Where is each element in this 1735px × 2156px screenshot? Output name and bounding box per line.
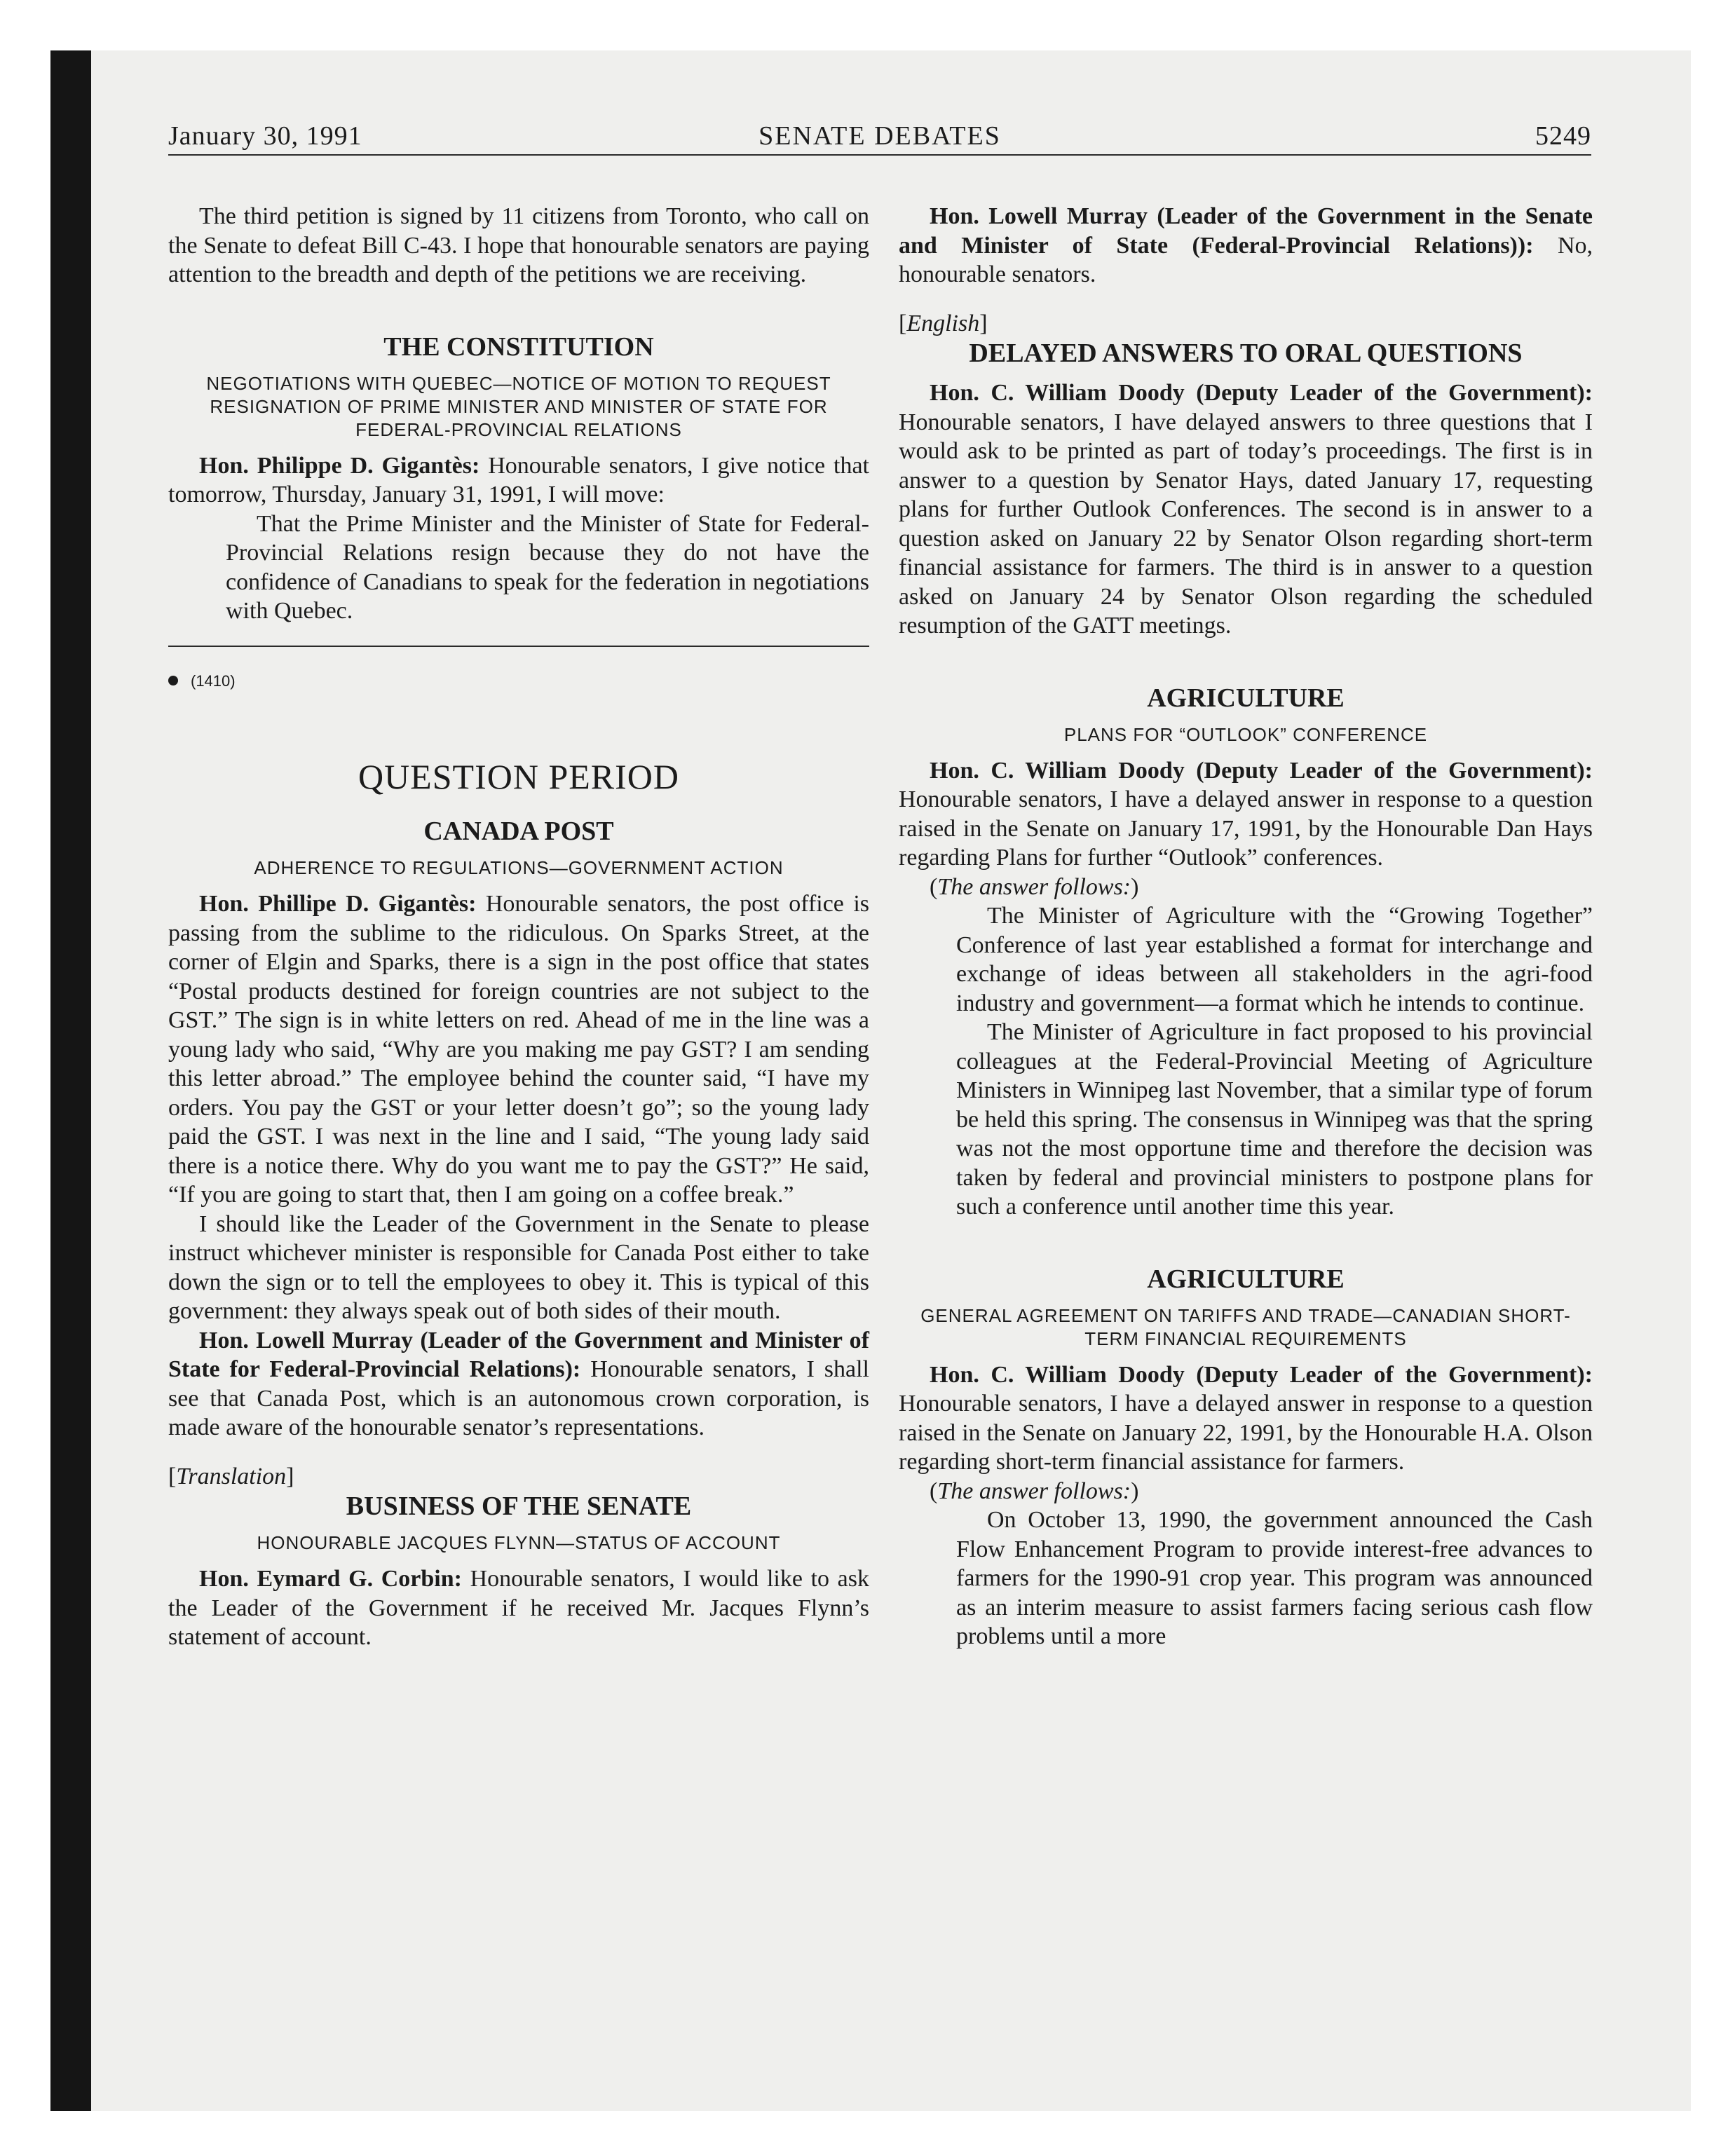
subheading-gatt: GENERAL AGREEMENT ON TARIFFS AND TRADE—CANADIAN SHORT-TERM FINANCIAL REQUIREMENTS <box>920 1304 1571 1349</box>
doody-outlook-paragraph <box>899 756 1593 873</box>
speech-text: Honourable senators, I shall see that Canada Post, which is an autonomous crown corporation, is made aware of the honourable senator’s representations. <box>168 1356 869 1440</box>
speaker-name: Hon. Philippe D. Gigantès: <box>199 452 480 479</box>
language-label: Translation <box>176 1463 287 1489</box>
speaker-name: Hon. Phillipe D. Gigantès: <box>199 891 477 917</box>
petition-paragraph: The third petition is signed by 11 citizens from Toronto, who call on the Senate to defeat Bill C-43. I hope that honourable senators are paying attention to the breadth and depth of the petitions we are receiving. <box>168 203 869 287</box>
language-marker: [Translation] <box>168 1463 294 1489</box>
speech-text: Honourable senators, I would like to ask the Leader of the Government if he received Mr. Jacques Flynn’s statement of account. <box>168 1566 869 1650</box>
answer-follows-note: (The answer follows:) <box>930 1478 1139 1504</box>
language-marker: [English] <box>899 310 988 336</box>
speech-text: Honourable senators, I have delayed answers to three questions that I would ask to be printed as part of today’s proceedings. The first is in answer to a question by Senator Hays, dated January 17, requesting plans for further Outlook Conferences. The second is in answer to a question asked on January 22 by Senator Olson regarding short-term financial assistance for farmers. The third is in answer to a question asked on January 24 by Senator Olson regarding the scheduled resumption of the GATT meetings. <box>899 409 1593 639</box>
scan-binding-edge <box>50 50 91 2111</box>
speaker-name: Hon. Eymard G. Corbin: <box>199 1566 462 1592</box>
speaker-name: Hon. Lowell Murray (Leader of the Government in the Senate and Minister of State (Federal-Provincial Relations)): <box>899 203 1593 259</box>
answer-paragraph: The Minister of Agriculture with the “Growing Together” Conference of last year established a format for interchange and exchange of ideas between all stakeholders in the agri-food industry and government—a format which he intends to continue. <box>956 903 1593 1016</box>
header-title: SENATE DEBATES <box>758 121 1001 151</box>
speech-text: Honourable senators, I have a delayed answer in response to a question raised in the Senate on January 22, 1991, by the Honourable H.A. Olson regarding short-term financial assistance for farmers. <box>899 1391 1593 1475</box>
section-heading-delayed-answers: DELAYED ANSWERS TO ORAL QUESTIONS <box>969 339 1523 368</box>
header-rule <box>168 154 1591 156</box>
language-label: English <box>906 310 980 336</box>
speech-text: Honourable senators, I give notice that tomorrow, Thursday, January 31, 1991, I will move: <box>168 452 869 507</box>
section-heading-agriculture: AGRICULTURE <box>1147 683 1345 713</box>
answer-follows-label: The answer follows: <box>937 1478 1131 1504</box>
answer-paragraph: On October 13, 1990, the government announced the Cash Flow Enhancement Program to provide interest-free advances to farmers for the 1990-91 crop year. This program was announced as an interim measure to assist farmers facing serious cash flow problems until a more <box>956 1507 1593 1649</box>
bullet-icon <box>168 676 178 685</box>
right-column <box>899 202 1593 1651</box>
timestamp-text: (1410) <box>191 671 236 690</box>
speech-text: Honourable senators, I have a delayed answer in response to a question raised in the Senate on January 17, 1991, by the Honourable Dan Hays regarding Plans for further “Outlook” conferences. <box>899 786 1593 871</box>
motion-quote: That the Prime Minister and the Minister of State for Federal-Provincial Relations resign because they do not have the confidence of Canadians to speak for the federation in negotiations with Quebec. <box>226 510 869 624</box>
page-number: 5249 <box>1535 121 1591 151</box>
subheading-outlook: PLANS FOR “OUTLOOK” CONFERENCE <box>1063 723 1428 745</box>
speaker-name: Hon. C. William Doody (Deputy Leader of the Government): <box>930 1361 1593 1388</box>
subheading-constitution: NEGOTIATIONS WITH QUEBEC—NOTICE OF MOTION TO REQUEST RESIGNATION OF PRIME MINISTER AND MINISTER OF STATE FOR FEDERAL-PROVINCIAL RELATIONS <box>206 372 831 440</box>
answer-follows-label: The answer follows: <box>937 873 1131 900</box>
answer-follows-note: (The answer follows:) <box>930 873 1139 900</box>
doody-intro-paragraph <box>899 378 1593 641</box>
speaker-name: Hon. C. William Doody (Deputy Leader of the Government): <box>930 757 1593 784</box>
speaker-name: Hon. C. William Doody (Deputy Leader of the Government): <box>930 380 1593 406</box>
left-column <box>168 202 869 1652</box>
speaker-name: Hon. Lowell Murray (Leader of the Government and Minister of State for Federal-Provincial Relations): <box>168 1327 869 1382</box>
header-date: January 30, 1991 <box>168 121 362 151</box>
gigantes-notice-paragraph <box>168 451 869 510</box>
section-heading-constitution: THE CONSTITUTION <box>383 332 654 362</box>
speech-text: No, honourable senators. <box>899 232 1593 287</box>
timestamp-marker <box>168 667 869 696</box>
corbin-question-paragraph <box>168 1564 869 1652</box>
answer-paragraph: The Minister of Agriculture in fact proposed to his provincial colleagues at the Federal-Provincial Meeting of Agriculture Ministers in Winnipeg last November, that a similar type of forum be held this spring. The consensus in Winnipeg was that the spring was not the most opportune time and therefore the decision was taken by federal and provincial ministers to postpone plans for such a conference until another time this year. <box>956 1019 1593 1220</box>
murray-reply-paragraph <box>168 1326 869 1442</box>
subheading-canada-post: ADHERENCE TO REGULATIONS—GOVERNMENT ACTION <box>254 857 784 878</box>
subheading-business: HONOURABLE JACQUES FLYNN—STATUS OF ACCOUNT <box>257 1532 781 1553</box>
question-period-heading: QUESTION PERIOD <box>358 757 680 796</box>
section-heading-canada-post: CANADA POST <box>423 817 614 846</box>
section-heading-business: BUSINESS OF THE SENATE <box>346 1492 692 1521</box>
gigantes-request-paragraph: I should like the Leader of the Government in the Senate to please instruct whichever minister is responsible for Canada Post either to take down the sign or to tell the employees to obey it. This is typical of this government: they always speak out of both sides of their mouth. <box>168 1210 869 1324</box>
section-heading-agriculture: AGRICULTURE <box>1147 1264 1345 1294</box>
murray-no-paragraph <box>899 202 1593 289</box>
gigantes-question-paragraph <box>168 889 869 1210</box>
running-header <box>168 121 1591 156</box>
doody-gatt-paragraph <box>899 1360 1593 1477</box>
speech-text: Honourable senators, the post office is passing from the sublime to the ridiculous. On Sparks Street, at the corner of Elgin and Sparks, there is a sign in the post office that states “Postal products destined for foreign countries are not subject to the GST.” The sign is in white letters on red. Ahead of me in the line was a young lady who said, “Why are you making me pay GST? I am sending this letter abroad.” The employee behind the counter said, “I have my orders. You pay the GST or your letter doesn’t go”; so the young lady paid the GST. I was next in the line and I said, “The young lady said there is a notice there. Why do you want me to pay the GST?” He said, “If you are going to start that, then I am going on a coffee break.” <box>168 891 869 1208</box>
